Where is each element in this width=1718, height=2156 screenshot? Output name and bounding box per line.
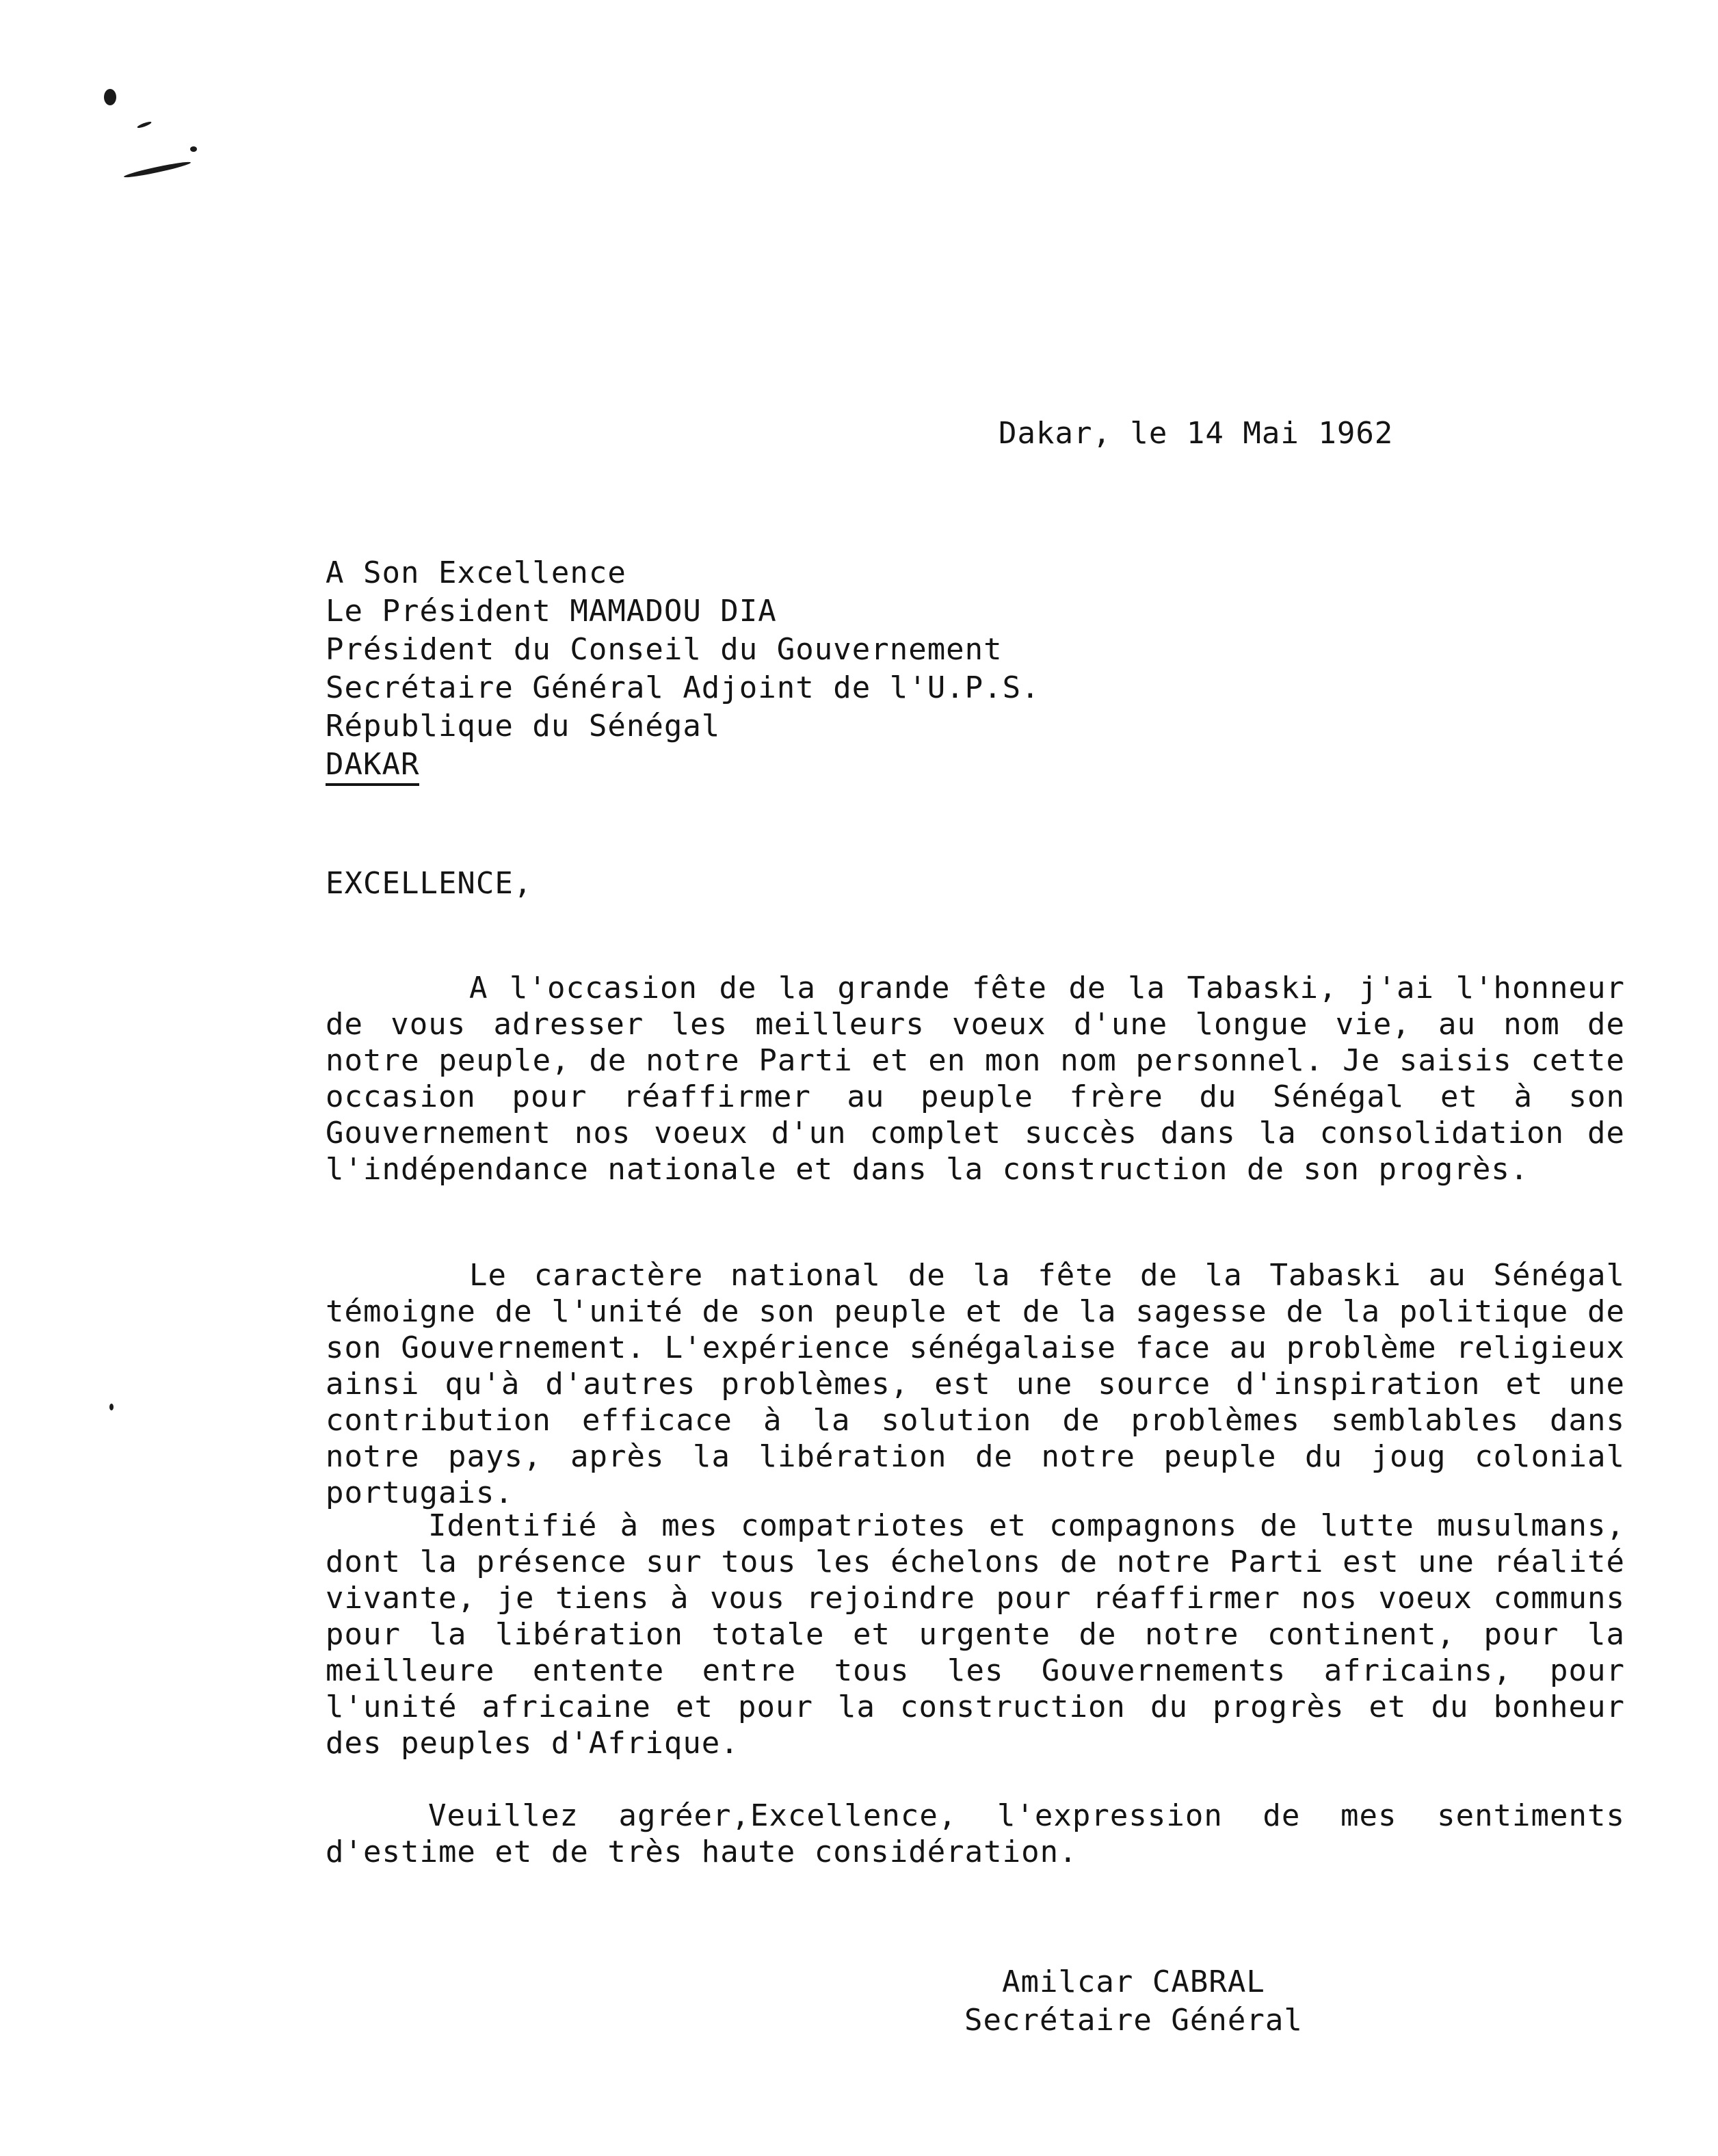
recipient-city	[326, 746, 1040, 784]
signatory-title: Secrétaire Général	[964, 2003, 1303, 2038]
ink-blot	[109, 1404, 114, 1410]
ink-blot	[190, 146, 197, 152]
closing-paragraph: Veuillez agréer,Excellence, l'expression de mes sentiments d'estime et de très haute considération.	[326, 1798, 1625, 1869]
recipient-line: A Son Excellence	[326, 555, 626, 590]
recipient-line: République du Sénégal	[326, 709, 721, 744]
body-paragraph: Le caractère national de la fête de la Tabaski au Sénégal témoigne de l'unité de son peuple et de la sagesse de la politique de son Gouvernement. L'expérience sénégalaise face au problème religieux ainsi qu'à d'autres problèmes, est une source d'inspiration et une contribution efficace à la solution de problèmes semblables dans notre pays, après la libération de notre peuple du joug colonial portugais.	[326, 1258, 1625, 1510]
body-paragraph: A l'occasion de la grande fête de la Tabaski, j'ai l'honneur de vous adresser les meilleurs voeux d'une longue vie, au nom de notre peuple, de notre Parti et en mon nom personnel. Je saisis cette occasion pour réaffirmer au peuple frère du Sénégal et à son Gouvernement nos voeux d'un complet succès dans la consolidation de l'indépendance nationale et dans la construction de son progrès.	[326, 971, 1625, 1187]
ink-blot	[137, 120, 152, 129]
ink-blot	[104, 89, 116, 105]
ink-blot	[123, 160, 191, 180]
recipient-city-text: DAKAR	[326, 747, 419, 786]
body-paragraph: Identifié à mes compatriotes et compagnons de lutte musulmans, dont la présence sur tous les échelons de notre Parti est une réalité vivante, je tiens à vous rejoindre pour réaffirmer nos voeux communs pour la libération totale et urgente de notre continent, pour la meilleure entente entre tous les Gouvernements africains, pour l'unité africaine et pour la construction du progrès et du bonheur des peuples d'Afrique.	[326, 1508, 1625, 1761]
date-line: Dakar, le 14 Mai 1962	[999, 416, 1394, 451]
signature-block	[964, 1963, 1303, 2040]
recipient-address	[326, 554, 1040, 784]
signatory-name: Amilcar CABRAL	[1001, 1964, 1265, 1999]
recipient-line: Le Président MAMADOU DIA	[326, 594, 777, 629]
recipient-line: Secrétaire Général Adjoint de l'U.P.S.	[326, 670, 1040, 705]
salutation: EXCELLENCE,	[326, 866, 533, 901]
recipient-line: Président du Conseil du Gouvernement	[326, 632, 1003, 667]
